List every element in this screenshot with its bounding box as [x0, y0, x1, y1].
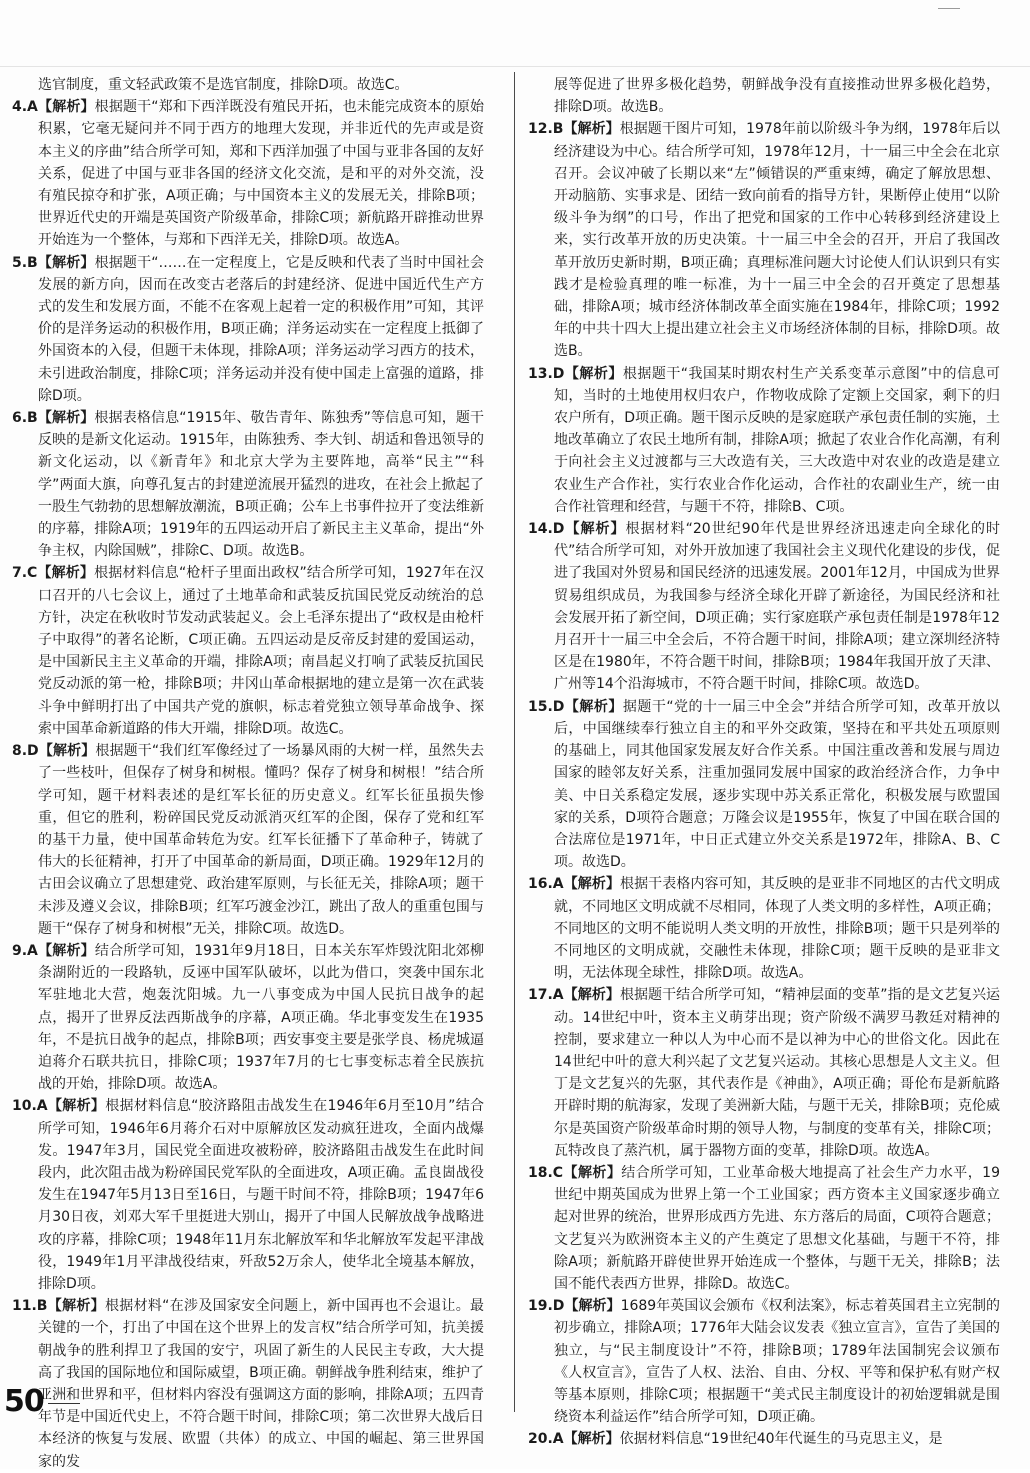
analysis-tag: 【解析】: [563, 987, 620, 1004]
question-number: 6.B: [12, 410, 38, 427]
answer-text: 根据题干图片可知，1978年前以阶级斗争为纲，1978年后以经济建设为中心。结合所学可知，1978年12月，十一届三中全会在北京召开。会议冲破了长期以来“左”倾错误的严重束缚，确定了解放思想、开动脑筋、实事求是、团结一致向前看的指导方针，果断停止使用“以阶级斗争为纲”的口号，作出了把党和国家的工作中心转移到经济建设上来，实行改革开放的历史决策。十一届三中全会的召开，开启了我国改革开放历史新时期，B项正确；真理标准问题大讨论使人们认识到只有实践才是检验真理的唯一标准，为十一届三中全会的召开奠定了思想基础，排除A项；城市经济体制改革全面实施在1984年，排除C项；1992年的中共十四大上提出建立社会主义市场经济体制的目标，排除D项。故选B。: [554, 121, 1001, 360]
question-number: 17.A: [528, 987, 564, 1004]
answer-text: 1689年英国议会颁布《权利法案》，标志着英国君主立宪制的初步确立，排除A项；1776年大陆会议发表《独立宣言》，宣告了美国的独立，与“民主制度设计”不符，排除B项；1789年法国制宪会议颁布《人权宣言》，宣告了人权、法治、自由、分权、平等和保护私有财产权等基本原则，排除C项；根据题干“美式民主制度设计的初始逻辑就是围绕资本利益运作”结合所学可知，D项正确。: [554, 1298, 1000, 1426]
answer-text: 选官制度，重文轻武政策不是选官制度，排除D项。故选C。: [38, 77, 409, 93]
answer-text: 根据材料信息“胶济路阻击战发生在1946年6月至10月”结合所学可知，1946年6月蒋介石对中原解放区发动疯狂进攻，全面内战爆发。1947年3月，国民党全面进攻被粉碎，胶济路阻击战发生在此时间段内，此次阻击战为粉碎国民党军队的全面进攻，A项正确。孟良崮战役发生在1947年5月13日至16日，与题干时间不符，排除B项；1947年6月30日夜，刘邓大军千里挺进大别山，揭开了中国人民解放战争战略进攻的序幕，排除C项；1948年11月东北解放军和华北解放军发起平津战役，1949年1月平津战役结束，歼敌52万余人，使华北全境基本解放，排除D项。: [38, 1098, 485, 1292]
answer-item: [528, 696, 1000, 874]
analysis-tag: 【解析】: [563, 1431, 620, 1448]
question-number: 9.A: [12, 942, 38, 959]
left-column: [12, 74, 485, 1470]
analysis-tag: 【解析】: [563, 1164, 622, 1181]
page-number-rule: [48, 1403, 80, 1404]
answer-text: 根据题干“……在一定程度上，它是反映和代表了当时中国社会发展的新方向，因而在改变古老落后的封建经济、促进中国近代生产方式的发生和发展方面，不能不在客观上起着一定的积极作用”可知，其评价的是洋务运动的积极作用，B项正确；洋务运动实在一定程度上抵御了外国资本的入侵，但题干未体现，排除A项；洋务运动学习西方的技术，未引进政治制度，排除C项；洋务运动并没有使中国走上富强的道路，排除D项。: [38, 254, 484, 404]
answer-item: [528, 984, 1000, 1162]
answer-item: [528, 1162, 1000, 1295]
answer-item: [12, 252, 484, 407]
answer-item: [528, 873, 1000, 984]
answer-item: [528, 118, 1000, 362]
question-number: 7.C: [12, 565, 38, 582]
answer-text: 根据材料“20世纪90年代是世界经济迅速走向全球化的时代”结合所学可知，对外开放加速了我国社会主义现代化建设的步伐，促进了我国对外贸易和国民经济的迅速发展。2001年12月，中国成为世界贸易组织成员，为我国参与经济全球化开辟了新途径，为国民经济和社会发展开拓了新空间，D项正确；实行家庭联产承包责任制是1978年12月召开十一届三中全会后，不符合题干时间，排除A项；建立深圳经济特区是在1980年，不符合题干时间，排除B项；1984年我国开放了天津、广州等14个沿海城市，不符合题干时间，排除C项。故选D。: [554, 521, 1000, 693]
question-number: 5.B: [12, 254, 38, 271]
answer-text: 根据题干结合所学可知，“精神层面的变革”指的是文艺复兴运动。14世纪中叶，资本主义萌芽出现；资产阶级不满罗马教廷对精神的控制，要求建立一种以人为中心而不是以神为中心的世俗文化。因此在14世纪中叶的意大利兴起了文艺复兴运动。其核心思想是人文主义。但丁是文艺复兴的先驱，其代表作是《神曲》，A项正确；哥伦布是新航路开辟时期的航海家，发现了美洲新大陆，与题干无关，排除B项；克伦威尔是英国资产阶级革命时期的领导人物，与制度的变革有关，排除C项；瓦特改良了蒸汽机，属于器物方面的变革，排除D项。故选A。: [554, 987, 1000, 1159]
question-number: 14.D: [528, 521, 565, 538]
answer-item: [528, 363, 1000, 518]
question-number: 13.D: [528, 365, 565, 382]
answer-item: [12, 562, 484, 740]
answer-item: [528, 74, 1000, 118]
analysis-tag: 【解析】: [47, 1098, 106, 1115]
analysis-tag: 【解析】: [563, 876, 621, 893]
analysis-tag: 【解析】: [564, 365, 623, 382]
top-rule: [0, 66, 1030, 67]
analysis-tag: 【解析】: [564, 1298, 621, 1315]
answer-text: 根据材料信息“枪杆子里面出政权”结合所学可知，1927年在汉口召开的八七会议上，通过了土地革命和武装反抗国民党反动统治的总方针，决定在秋收时节发动武装起义。会上毛泽东提出了“政权是由枪杆子中取得”的著名论断，C项正确。五四运动是反帝反封建的爱国运动，是中国新民主主义革命的开端，排除A项；南昌起义打响了武装反抗国民党反动派的第一枪，排除B项；井冈山革命根据地的建立是第一次在武装斗争中鲜明打出了中国共产党的旗帜，标志着党独立领导革命战争、探索中国革命新道路的伟大开端，排除D项。故选C。: [38, 565, 484, 737]
analysis-tag: 【解析】: [564, 521, 626, 538]
question-number: 11.B: [12, 1298, 48, 1315]
answer-text: 根据干表格内容可知，其反映的是亚非不同地区的古代文明成就，不同地区文明成就不尽相同，体现了人类文明的多样性，A项正确；不同地区的文明不能说明人类文明的开放性，排除B项；题干只是列举的不同地区的文明成就，交融性未体现，排除C项；题干反映的是亚非文明，无法体现全球性，排除D项。故选A。: [554, 876, 1001, 982]
answer-item: [528, 1428, 1000, 1450]
question-number: 20.A: [528, 1431, 564, 1448]
question-number: 18.C: [528, 1164, 564, 1181]
question-number: 8.D: [12, 743, 39, 760]
answer-item: [528, 518, 1000, 696]
answer-text: 结合所学可知，1931年9月18日，日本关东军炸毁沈阳北郊柳条湖附近的一段路轨，反诬中国军队破坏，以此为借口，突袭中国东北军驻地北大营，炮轰沈阳城。九一八事变成为中国人民抗日战争的起点，揭开了世界反法西斯战争的序幕，A项正确。华北事变发生在1935年，不是抗日战争的起点，排除B项；西安事变主要是张学良、杨虎城逼迫蒋介石联共抗日，排除C项；1937年7月的七七事变标志着全民族抗战的开始，排除D项。故选A。: [38, 942, 485, 1093]
answer-item: [12, 940, 484, 1095]
answer-text: 根据题干“我国某时期农村生产关系变革示意图”中的信息可知，当时的土地使用权归农户，作物收成除了定额上交国家，剩下的归农户所有，D项正确。题干图示反映的是家庭联产承包责任制的实施，土地改革确立了农民土地所有制，排除A项；掀起了农业合作化高潮，有利于向社会主义过渡都与三大改造有关，三大改造中对农业的改造是建立农业生产合作社，实行农业合作化运动，合作社的农副业生产，统一由合作社管理和经营，与题干不符，排除B、C项。: [554, 365, 1000, 515]
answer-text: 据题干“党的十一届三中全会”并结合所学可知，改革开放以后，中国继续奉行独立自主的和平外交政策，坚持在和平共处五项原则的基础上，同其他国家发展友好合作关系。中国注重改善和发展与周边国家的睦邻友好关系，注重加强同发展中国家的政治经济合作，力争中美、中日关系稳定发展，逐步实现中苏关系正常化，积极发展与欧盟国家的关系，D项符合题意；万隆会议是1955年，恢复了中国在联合国的合法席位是1971年，中日正式建立外交关系是1972年，排除A、B、C项。故选D。: [554, 698, 1000, 871]
analysis-tag: 【解析】: [563, 121, 620, 138]
answer-text: 根据表格信息“1915年、敬告青年、陈独秀”等信息可知，题干反映的是新文化运动。1915年，由陈独秀、李大钊、胡适和鲁迅领导的新文化运动，以《新青年》和北京大学为主要阵地，高举“民主”“科学”两面大旗，向尊孔复古的封建逆流展开猛烈的进攻，在社会上掀起了一股生气勃勃的思想解放潮流，B项正确；公车上书事件拉开了变法维新的序幕，排除A项；1919年的五四运动开启了新民主主义革命，提出“外争主权，内除国贼”，排除C、D项。故选B。: [38, 410, 484, 560]
answer-item: [12, 96, 484, 251]
analysis-tag: 【解析】: [37, 99, 95, 116]
answer-text: 根据题干“郑和下西洋既没有殖民开拓，也未能完成资本的原始积累，它毫无疑问并不同于西方的地理大发现，并非近代的先声或是资本主义的序曲”结合所学可知，郑和下西洋加强了中国与亚非各国的友好关系，促进了中国与亚非各国的经济文化交流，是和平的对外交流，没有殖民掠夺和扩张，A项正确；与中国资本主义的发展无关，排除B项；世界近代史的开端是英国资产阶级革命，排除C项；新航路开辟推动世界开始连为一个整体，与郑和下西洋无关，排除D项。故选A。: [38, 99, 484, 249]
answer-text: 根据题干“我们红军像经过了一场暴风雨的大树一样，虽然失去了一些枝叶，但保存了树身和树根。懂吗？保存了树身和树根！”结合所学可知，题干材料表述的是红军长征的历史意义。红军长征虽损失惨重，但它的胜利，粉碎国民党反动派消灭红军的企图，保存了党和红军的基干力量，使中国革命转危为安。红军长征播下了革命种子，铸就了伟大的长征精神，打开了中国革命的新局面，D项正确。1929年12月的古田会议确立了思想建党、政治建军原则，与长征无关，排除A项；题干未涉及遵义会议，排除B项；红军巧渡金沙江，跳出了敌人的重重包围与题干“保存了树身和树根”无关，排除C项。故选D。: [38, 743, 484, 937]
answer-item: [12, 74, 484, 96]
answer-item: [528, 1295, 1000, 1428]
answer-item: [12, 407, 484, 562]
question-number: 15.D: [528, 698, 565, 715]
question-number: 12.B: [528, 121, 564, 138]
page-number: 50: [4, 1384, 44, 1419]
analysis-tag: 【解析】: [37, 942, 95, 959]
analysis-tag: 【解析】: [37, 565, 95, 582]
question-number: 10.A: [12, 1098, 48, 1115]
column-divider: [514, 72, 515, 1412]
analysis-tag: 【解析】: [564, 698, 623, 715]
answer-text: 结合所学可知，工业革命极大地提高了社会生产力水平，19世纪中期英国成为世界上第一个工业国家；西方资本主义国家逐步确立起对世界的统治，世界形成西方先进、东方落后的局面，C项符合题意；文艺复兴为欧洲资本主义的产生奠定了思想文化基础，与题干不符，排除A项；新航路开辟使世界开始连成一个整体，与题干无关，排除B；法国不能代表西方世界，排除D。故选C。: [554, 1164, 1000, 1292]
answer-item: [12, 1295, 484, 1473]
question-number: 4.A: [12, 99, 38, 116]
answer-text: 展等促进了世界多极化趋势，朝鲜战争没有直接推动世界多极化趋势，排除D项。故选B。: [554, 77, 1000, 116]
answer-item: [12, 740, 484, 940]
analysis-tag: 【解析】: [37, 410, 95, 427]
right-column: [528, 74, 1001, 1448]
answer-item: [12, 1095, 484, 1295]
answer-text: 根据材料“在涉及国家安全问题上，新中国再也不会退让。最关键的一个，打出了中国在这个世界上的发言权”结合所学可知，抗美援朝战争的胜利捍卫了我国的安宁，巩固了新生的人民民主专政，大大提高了我国的国际地位和国际威望，B项正确。朝鲜战争胜利结束，维护了亚洲和世界和平，但材料内容没有强调这方面的影响，排除A项；五四青年节是中国近代史上，不符合题干时间，排除C项；第二次世界大战后日本经济的恢复与发展、欧盟（共体）的成立、中国的崛起、第三世界国家的发: [38, 1298, 484, 1470]
answer-text: 依据材料信息“19世纪40年代诞生的马克思主义，是: [619, 1431, 943, 1448]
analysis-tag: 【解析】: [47, 1298, 105, 1315]
question-number: 16.A: [528, 876, 564, 893]
analysis-tag: 【解析】: [38, 743, 96, 760]
corner-mark: [938, 8, 960, 9]
analysis-tag: 【解析】: [37, 254, 95, 271]
question-number: 19.D: [528, 1298, 565, 1315]
